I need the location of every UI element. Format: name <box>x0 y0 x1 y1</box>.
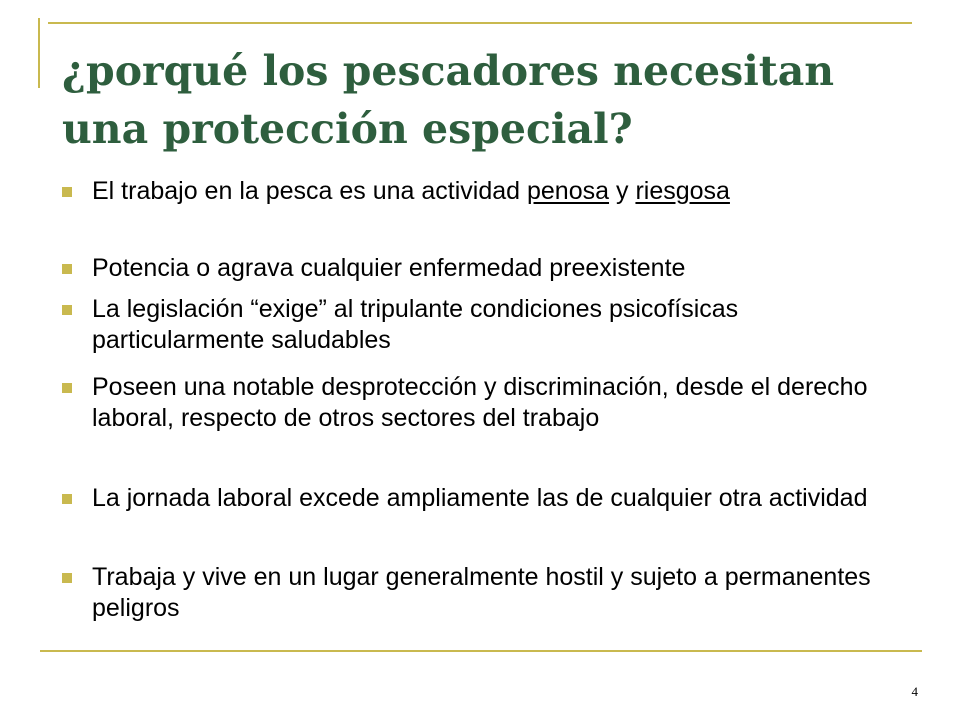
underlined-word: penosa <box>527 177 610 205</box>
bullet-text: La jornada laboral excede ampliamente las de cualquier otra actividad <box>92 484 868 512</box>
square-bullet-icon <box>62 305 72 315</box>
bullet-text: Trabaja y vive en un lugar generalmente hostil y sujeto a permanentes peligros <box>92 563 871 622</box>
bullet-text: La legislación “exige” al tripulante condiciones psicofísicas particularmente saludables <box>92 295 739 354</box>
slide-title: ¿porqué los pescadores necesitan una protección especial? <box>62 47 835 153</box>
bullet-item <box>92 483 902 514</box>
bullet-item <box>92 253 902 284</box>
bullet-item <box>92 176 902 207</box>
bullet-item <box>92 294 902 356</box>
square-bullet-icon <box>62 187 72 197</box>
bullet-text: El trabajo en la pesca es una actividad <box>92 177 527 205</box>
bullet-text: y <box>609 177 636 205</box>
bullet-item <box>92 372 902 434</box>
square-bullet-icon <box>62 383 72 393</box>
square-bullet-icon <box>62 494 72 504</box>
bullet-item <box>92 562 902 624</box>
square-bullet-icon <box>62 264 72 274</box>
bullet-text: Potencia o agrava cualquier enfermedad preexistente <box>92 254 686 282</box>
left-rule <box>38 18 40 88</box>
bullet-text: Poseen una notable desprotección y discriminación, desde el derecho laboral, respecto de otros sectores del trabajo <box>92 373 868 432</box>
underlined-word: riesgosa <box>635 177 730 205</box>
square-bullet-icon <box>62 573 72 583</box>
page-number: 4 <box>911 684 918 699</box>
bottom-rule <box>40 650 922 652</box>
top-rule <box>48 22 912 24</box>
